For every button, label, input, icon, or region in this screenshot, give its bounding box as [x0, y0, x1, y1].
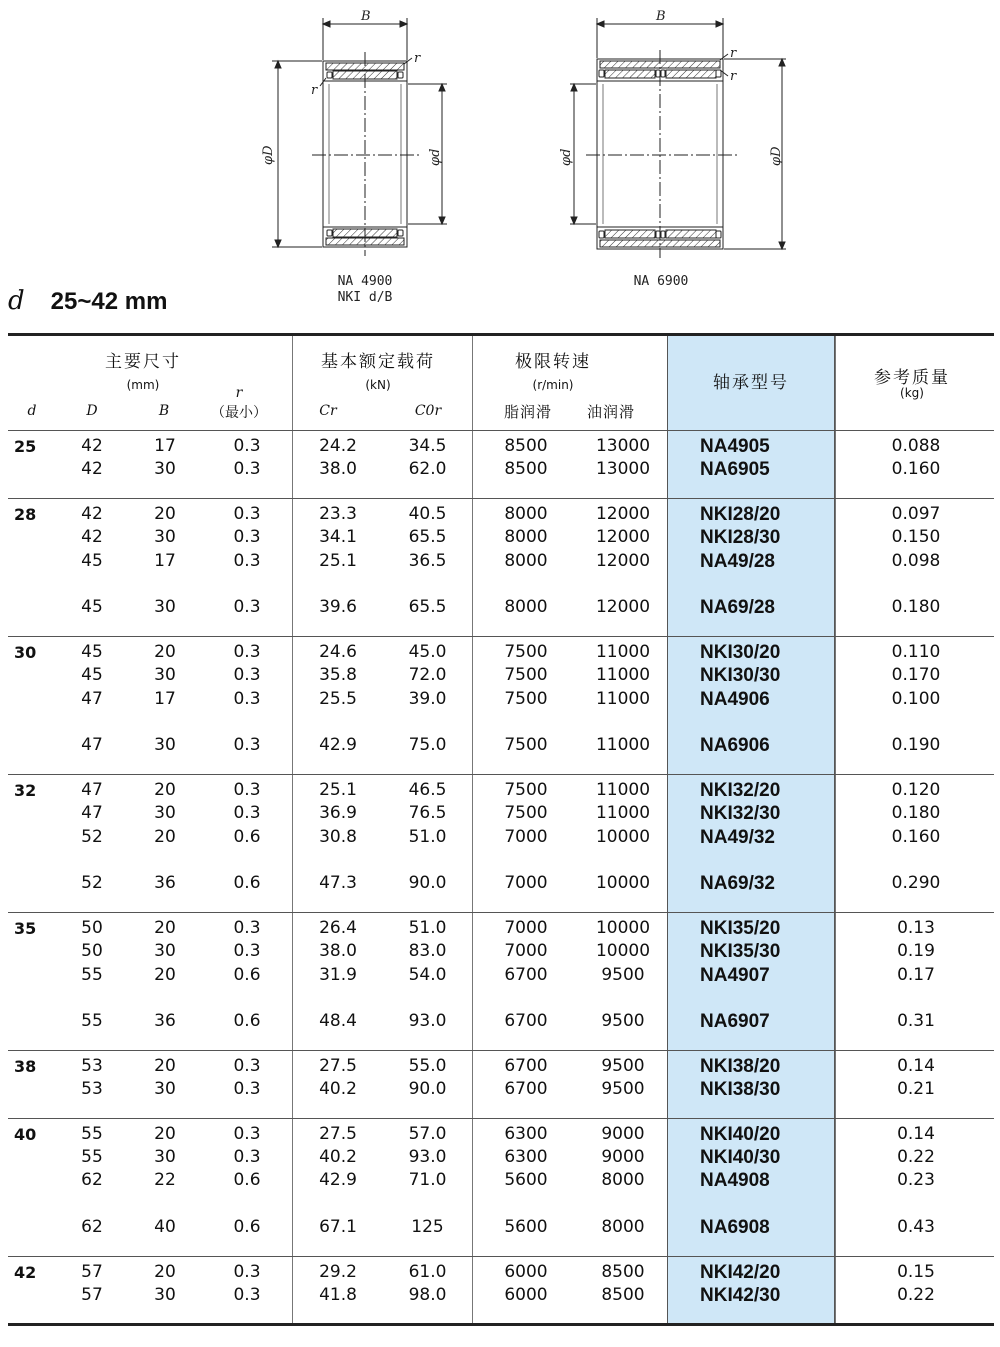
cell-grease: 6000: [504, 1285, 548, 1305]
cell-d: 55: [81, 1123, 103, 1144]
cell-grease: 7500: [504, 665, 548, 686]
cell-cr: 26.4: [319, 917, 357, 938]
cell-model: NA49/32: [700, 826, 775, 848]
cell-cr: 25.5: [319, 688, 357, 709]
cell-cr: 42.9: [319, 735, 357, 756]
cell-oil: 12000: [595, 597, 651, 618]
cell-cr: 39.6: [319, 597, 357, 618]
cell-b: 36: [154, 1011, 176, 1032]
cell-mass: 0.180: [891, 803, 941, 824]
cell-cr: 40.2: [319, 1079, 357, 1100]
cell-grease: 8500: [504, 436, 548, 456]
header-Cr: Cr: [319, 403, 337, 419]
cell-cr: 24.6: [319, 641, 357, 662]
cell-r: 0.3: [233, 597, 261, 618]
cell-model: NKI28/30: [700, 527, 781, 549]
cell-b: 20: [154, 964, 176, 985]
cell-b: 30: [154, 941, 176, 962]
cell-c0r: 65.5: [408, 527, 447, 548]
na6900-caption-line1: NA 6900: [633, 274, 689, 289]
cell-grease: 6700: [504, 964, 548, 985]
cell-oil: 11000: [595, 735, 651, 756]
cell-cr: 40.2: [319, 1147, 357, 1167]
na4900-phid-label: φd: [428, 148, 443, 166]
cell-mass: 0.43: [897, 1217, 935, 1238]
column-divider: [472, 336, 473, 1323]
cell-model: NA6906: [700, 735, 770, 757]
cell-b: 30: [154, 597, 176, 618]
cell-cr: 35.8: [319, 665, 357, 686]
cell-model: NA49/28: [700, 550, 775, 572]
cell-cr: 27.5: [319, 1123, 357, 1144]
cell-b: 20: [154, 826, 176, 847]
cell-r: 0.6: [233, 1217, 261, 1238]
cell-r: 0.3: [233, 1055, 261, 1076]
na4900-r-label: r: [414, 51, 421, 66]
cell-b: 20: [154, 503, 176, 524]
cell-oil: 8500: [601, 1285, 645, 1305]
cell-c0r: 57.0: [408, 1123, 447, 1144]
cell-mass: 0.21: [897, 1079, 935, 1100]
cell-grease: 7500: [504, 641, 548, 662]
cell-d: 42: [81, 527, 103, 548]
header-mass: 参考质量: [874, 368, 950, 388]
table-top-rule: [8, 333, 994, 336]
cell-c0r: 61.0: [408, 1261, 447, 1282]
cell-d: 50: [81, 941, 103, 962]
header-speed-unit: (r/min): [532, 378, 574, 392]
cell-oil: 11000: [595, 641, 651, 662]
cell-r: 0.3: [233, 1123, 261, 1144]
cell-d: 45: [81, 597, 103, 618]
cell-oil: 8500: [601, 1261, 645, 1282]
cell-r: 0.3: [233, 1285, 261, 1305]
row-separator: [8, 912, 994, 913]
cell-c0r: 76.5: [408, 803, 447, 824]
cell-mass: 0.180: [891, 597, 941, 618]
cell-d: 47: [81, 735, 103, 756]
cell-mass: 0.290: [891, 873, 941, 894]
cell-d: 45: [81, 550, 103, 571]
cell-d: 62: [81, 1170, 103, 1191]
cell-cr: 31.9: [319, 964, 357, 985]
cell-oil: 8000: [601, 1217, 645, 1238]
na6900-phiD-label: φD: [769, 146, 784, 166]
na6900-drawing: [570, 18, 786, 258]
cell-r: 0.3: [233, 1147, 261, 1167]
header-d: d: [27, 403, 37, 419]
bore-symbol: d: [8, 286, 25, 316]
cell-cr: 29.2: [319, 1261, 357, 1282]
cell-c0r: 93.0: [408, 1011, 447, 1032]
cell-c0r: 62.0: [408, 459, 447, 480]
na4900-caption-line2: NKI d/B: [337, 290, 393, 305]
cell-cr: 30.8: [319, 826, 357, 847]
cell-grease: 7500: [504, 735, 548, 756]
cell-c0r: 71.0: [408, 1170, 447, 1191]
cell-grease: 7500: [504, 688, 548, 709]
cell-oil: 9500: [601, 964, 645, 985]
row-separator: [8, 498, 994, 499]
na6900-caption: [611, 274, 711, 290]
cell-model: NKI30/20: [700, 641, 781, 663]
na4900-B-label: B: [361, 9, 371, 24]
cell-model: NA6907: [700, 1011, 770, 1033]
na4900-phiD-label: φD: [261, 145, 276, 165]
size-range-heading: [8, 283, 167, 319]
cell-d: 47: [81, 779, 103, 800]
header-main-dims: 主要尺寸: [105, 352, 181, 372]
cell-mass: 0.17: [897, 964, 935, 985]
header-grease: 脂润滑: [503, 403, 552, 421]
cell-b: 36: [154, 873, 176, 894]
na6900-phid-label: φd: [559, 148, 574, 166]
cell-grease: 6700: [504, 1011, 548, 1032]
cell-cr: 67.1: [319, 1217, 357, 1238]
cell-oil: 11000: [595, 803, 651, 824]
cell-d: 50: [81, 917, 103, 938]
cell-model: NA69/28: [700, 597, 775, 619]
cell-mass: 0.13: [897, 917, 935, 938]
cell-c0r: 72.0: [408, 665, 447, 686]
cell-mass: 0.097: [891, 503, 941, 524]
header-main-dims-unit: (mm): [126, 378, 160, 392]
na6900-r-label: r: [730, 46, 737, 61]
cell-model: NKI32/30: [700, 803, 781, 825]
drawing-svg: [0, 0, 1000, 300]
cell-r: 0.3: [233, 1079, 261, 1100]
cell-r: 0.3: [233, 1261, 261, 1282]
cell-mass: 0.160: [891, 826, 941, 847]
bore-diameter-cell: 40: [14, 1124, 37, 1144]
cell-mass: 0.088: [891, 436, 941, 456]
cell-oil: 10000: [595, 917, 651, 938]
cell-mass: 0.14: [897, 1055, 935, 1076]
header-load-unit: (kN): [365, 378, 391, 392]
cell-model: NKI42/20: [700, 1261, 781, 1283]
column-divider: [835, 336, 836, 1323]
cell-c0r: 55.0: [408, 1055, 447, 1076]
cell-grease: 7500: [504, 779, 548, 800]
cell-grease: 8000: [504, 597, 548, 618]
cell-r: 0.3: [233, 779, 261, 800]
cell-grease: 7000: [504, 917, 548, 938]
cell-c0r: 34.5: [408, 436, 447, 456]
cell-model: NA6905: [700, 459, 770, 481]
cell-b: 30: [154, 1079, 176, 1100]
row-separator: [8, 774, 994, 775]
cell-model: NKI38/20: [700, 1055, 781, 1077]
bore-diameter-cell: 38: [14, 1056, 37, 1076]
cell-d: 53: [81, 1055, 103, 1076]
cell-c0r: 65.5: [408, 597, 447, 618]
cell-r: 0.6: [233, 1011, 261, 1032]
cell-mass: 0.160: [891, 459, 941, 480]
cell-grease: 5600: [504, 1217, 548, 1238]
cell-b: 20: [154, 1123, 176, 1144]
cell-model: NA4906: [700, 688, 770, 710]
cell-r: 0.3: [233, 941, 261, 962]
table-bottom-rule: [8, 1323, 994, 1326]
cell-oil: 8000: [601, 1170, 645, 1191]
cell-d: 52: [81, 826, 103, 847]
bearing-spec-table: [8, 333, 994, 1326]
cell-grease: 7000: [504, 873, 548, 894]
row-separator: [8, 430, 994, 431]
cell-mass: 0.170: [891, 665, 941, 686]
cell-mass: 0.120: [891, 779, 941, 800]
cell-cr: 25.1: [319, 550, 357, 571]
cell-model: NKI40/20: [700, 1123, 781, 1145]
cell-b: 30: [154, 803, 176, 824]
cell-d: 52: [81, 873, 103, 894]
cell-cr: 25.1: [319, 779, 357, 800]
cell-model: NA4908: [700, 1170, 770, 1192]
cell-r: 0.6: [233, 873, 261, 894]
cell-c0r: 93.0: [408, 1147, 447, 1167]
cell-c0r: 75.0: [408, 735, 447, 756]
cell-oil: 10000: [595, 873, 651, 894]
cell-model: NKI38/30: [700, 1079, 781, 1101]
cell-grease: 8000: [504, 527, 548, 548]
cell-oil: 11000: [595, 665, 651, 686]
cell-b: 17: [154, 688, 176, 709]
cell-grease: 6700: [504, 1079, 548, 1100]
cell-r: 0.3: [233, 527, 261, 548]
cell-grease: 7500: [504, 803, 548, 824]
cell-r: 0.3: [233, 503, 261, 524]
bore-diameter-cell: 35: [14, 918, 37, 938]
cell-oil: 9000: [601, 1147, 645, 1167]
cell-c0r: 51.0: [408, 917, 447, 938]
cell-cr: 27.5: [319, 1055, 357, 1076]
header-speed: 极限转速: [515, 352, 591, 372]
cell-mass: 0.150: [891, 527, 941, 548]
cell-oil: 13000: [595, 459, 651, 480]
cell-c0r: 51.0: [408, 826, 447, 847]
header-oil: 油润滑: [586, 403, 635, 421]
na4900-r2-label: r: [311, 83, 318, 98]
cell-model: NKI35/30: [700, 941, 781, 963]
cell-b: 30: [154, 665, 176, 686]
cell-b: 20: [154, 641, 176, 662]
cell-grease: 8000: [504, 550, 548, 571]
cell-oil: 9000: [601, 1123, 645, 1144]
cell-model: NA4907: [700, 964, 770, 986]
cell-d: 57: [81, 1261, 103, 1282]
cell-d: 42: [81, 459, 103, 480]
cell-cr: 42.9: [319, 1170, 357, 1191]
cell-d: 55: [81, 1147, 103, 1167]
cell-mass: 0.23: [897, 1170, 935, 1191]
cell-b: 30: [154, 735, 176, 756]
cell-d: 42: [81, 436, 103, 456]
cell-mass: 0.15: [897, 1261, 935, 1282]
cell-r: 0.6: [233, 826, 261, 847]
cell-grease: 8500: [504, 459, 548, 480]
cell-b: 22: [154, 1170, 176, 1191]
cell-model: NKI32/20: [700, 779, 781, 801]
cell-grease: 6700: [504, 1055, 548, 1076]
cell-b: 30: [154, 1147, 176, 1167]
bore-diameter-cell: 28: [14, 504, 37, 524]
na4900-caption: [315, 274, 415, 306]
cell-grease: 7000: [504, 941, 548, 962]
header-C0r: C0r: [414, 403, 442, 419]
cell-c0r: 98.0: [408, 1285, 447, 1305]
cell-mass: 0.190: [891, 735, 941, 756]
cell-oil: 11000: [595, 779, 651, 800]
bore-diameter-cell: 32: [14, 780, 37, 800]
bore-diameter-cell: 30: [14, 642, 37, 662]
header-r-min: （最小）: [211, 405, 267, 421]
cell-grease: 7000: [504, 826, 548, 847]
cell-model: NKI42/30: [700, 1285, 781, 1306]
na6900-r2-label: r: [730, 69, 737, 84]
cell-c0r: 90.0: [408, 873, 447, 894]
header-B: B: [158, 403, 170, 419]
header-model: 轴承型号: [713, 373, 789, 393]
cell-oil: 13000: [595, 436, 651, 456]
cell-grease: 6300: [504, 1123, 548, 1144]
cell-b: 20: [154, 779, 176, 800]
cell-grease: 8000: [504, 503, 548, 524]
cell-r: 0.3: [233, 917, 261, 938]
cell-mass: 0.22: [897, 1285, 935, 1305]
cell-r: 0.6: [233, 1170, 261, 1191]
na6900-B-label: B: [656, 9, 666, 24]
cell-c0r: 125: [411, 1217, 444, 1238]
cell-d: 57: [81, 1285, 103, 1305]
cell-d: 45: [81, 641, 103, 662]
cell-oil: 11000: [595, 688, 651, 709]
cell-r: 0.6: [233, 964, 261, 985]
cell-r: 0.3: [233, 803, 261, 824]
cell-oil: 9500: [601, 1055, 645, 1076]
header-D: D: [86, 403, 98, 419]
row-separator: [8, 1118, 994, 1119]
header-mass-unit: (kg): [900, 386, 924, 400]
column-divider: [292, 336, 293, 1323]
cell-oil: 12000: [595, 527, 651, 548]
cell-cr: 48.4: [319, 1011, 357, 1032]
cell-grease: 6000: [504, 1261, 548, 1282]
cell-c0r: 46.5: [408, 779, 447, 800]
cell-cr: 47.3: [319, 873, 357, 894]
cell-model: NKI30/30: [700, 665, 781, 687]
cell-oil: 12000: [595, 550, 651, 571]
cell-c0r: 40.5: [408, 503, 447, 524]
cell-model: NA69/32: [700, 873, 775, 895]
cell-cr: 41.8: [319, 1285, 357, 1305]
bearing-drawings: [0, 0, 1000, 320]
cell-mass: 0.31: [897, 1011, 935, 1032]
cell-d: 47: [81, 688, 103, 709]
row-separator: [8, 1050, 994, 1051]
cell-d: 45: [81, 665, 103, 686]
cell-r: 0.3: [233, 550, 261, 571]
cell-model: NKI35/20: [700, 917, 781, 939]
cell-model: NKI40/30: [700, 1147, 781, 1168]
size-range: 25~42 mm: [50, 288, 168, 315]
cell-model: NA6908: [700, 1217, 770, 1239]
cell-r: 0.3: [233, 735, 261, 756]
cell-oil: 10000: [595, 941, 651, 962]
cell-cr: 38.0: [319, 941, 357, 962]
header-r-symbol: r: [235, 385, 243, 401]
cell-b: 40: [154, 1217, 176, 1238]
cell-c0r: 39.0: [408, 688, 447, 709]
cell-mass: 0.098: [891, 550, 941, 571]
cell-r: 0.3: [233, 641, 261, 662]
cell-oil: 9500: [601, 1079, 645, 1100]
na4900-drawing: [272, 18, 447, 256]
cell-mass: 0.110: [891, 641, 941, 662]
cell-b: 20: [154, 1055, 176, 1076]
cell-r: 0.3: [233, 459, 261, 480]
cell-c0r: 54.0: [408, 964, 447, 985]
cell-cr: 34.1: [319, 527, 357, 548]
cell-oil: 12000: [595, 503, 651, 524]
cell-grease: 5600: [504, 1170, 548, 1191]
cell-cr: 36.9: [319, 803, 357, 824]
cell-mass: 0.22: [897, 1147, 935, 1167]
cell-b: 20: [154, 917, 176, 938]
cell-model: NKI28/20: [700, 503, 781, 525]
cell-b: 30: [154, 1285, 176, 1305]
cell-b: 30: [154, 459, 176, 480]
header-load: 基本额定载荷: [321, 352, 435, 372]
cell-d: 55: [81, 964, 103, 985]
cell-cr: 23.3: [319, 503, 357, 524]
cell-d: 55: [81, 1011, 103, 1032]
cell-c0r: 90.0: [408, 1079, 447, 1100]
cell-r: 0.3: [233, 688, 261, 709]
na4900-caption-line1: NA 4900: [337, 274, 393, 289]
cell-oil: 9500: [601, 1011, 645, 1032]
cell-b: 17: [154, 550, 176, 571]
cell-mass: 0.14: [897, 1123, 935, 1144]
row-separator: [8, 636, 994, 637]
cell-cr: 38.0: [319, 459, 357, 480]
row-separator: [8, 1256, 994, 1257]
cell-c0r: 83.0: [408, 941, 447, 962]
cell-r: 0.3: [233, 665, 261, 686]
cell-d: 42: [81, 503, 103, 524]
bore-diameter-cell: 25: [14, 437, 37, 456]
cell-d: 53: [81, 1079, 103, 1100]
cell-c0r: 45.0: [408, 641, 447, 662]
cell-b: 30: [154, 527, 176, 548]
cell-model: NA4905: [700, 436, 770, 457]
cell-mass: 0.100: [891, 688, 941, 709]
cell-cr: 24.2: [319, 436, 357, 456]
bore-diameter-cell: 42: [14, 1262, 37, 1282]
cell-mass: 0.19: [897, 941, 935, 962]
cell-c0r: 36.5: [408, 550, 447, 571]
cell-r: 0.3: [233, 436, 261, 456]
cell-d: 47: [81, 803, 103, 824]
cell-oil: 10000: [595, 826, 651, 847]
cell-b: 20: [154, 1261, 176, 1282]
cell-b: 17: [154, 436, 176, 456]
cell-grease: 6300: [504, 1147, 548, 1167]
cell-d: 62: [81, 1217, 103, 1238]
